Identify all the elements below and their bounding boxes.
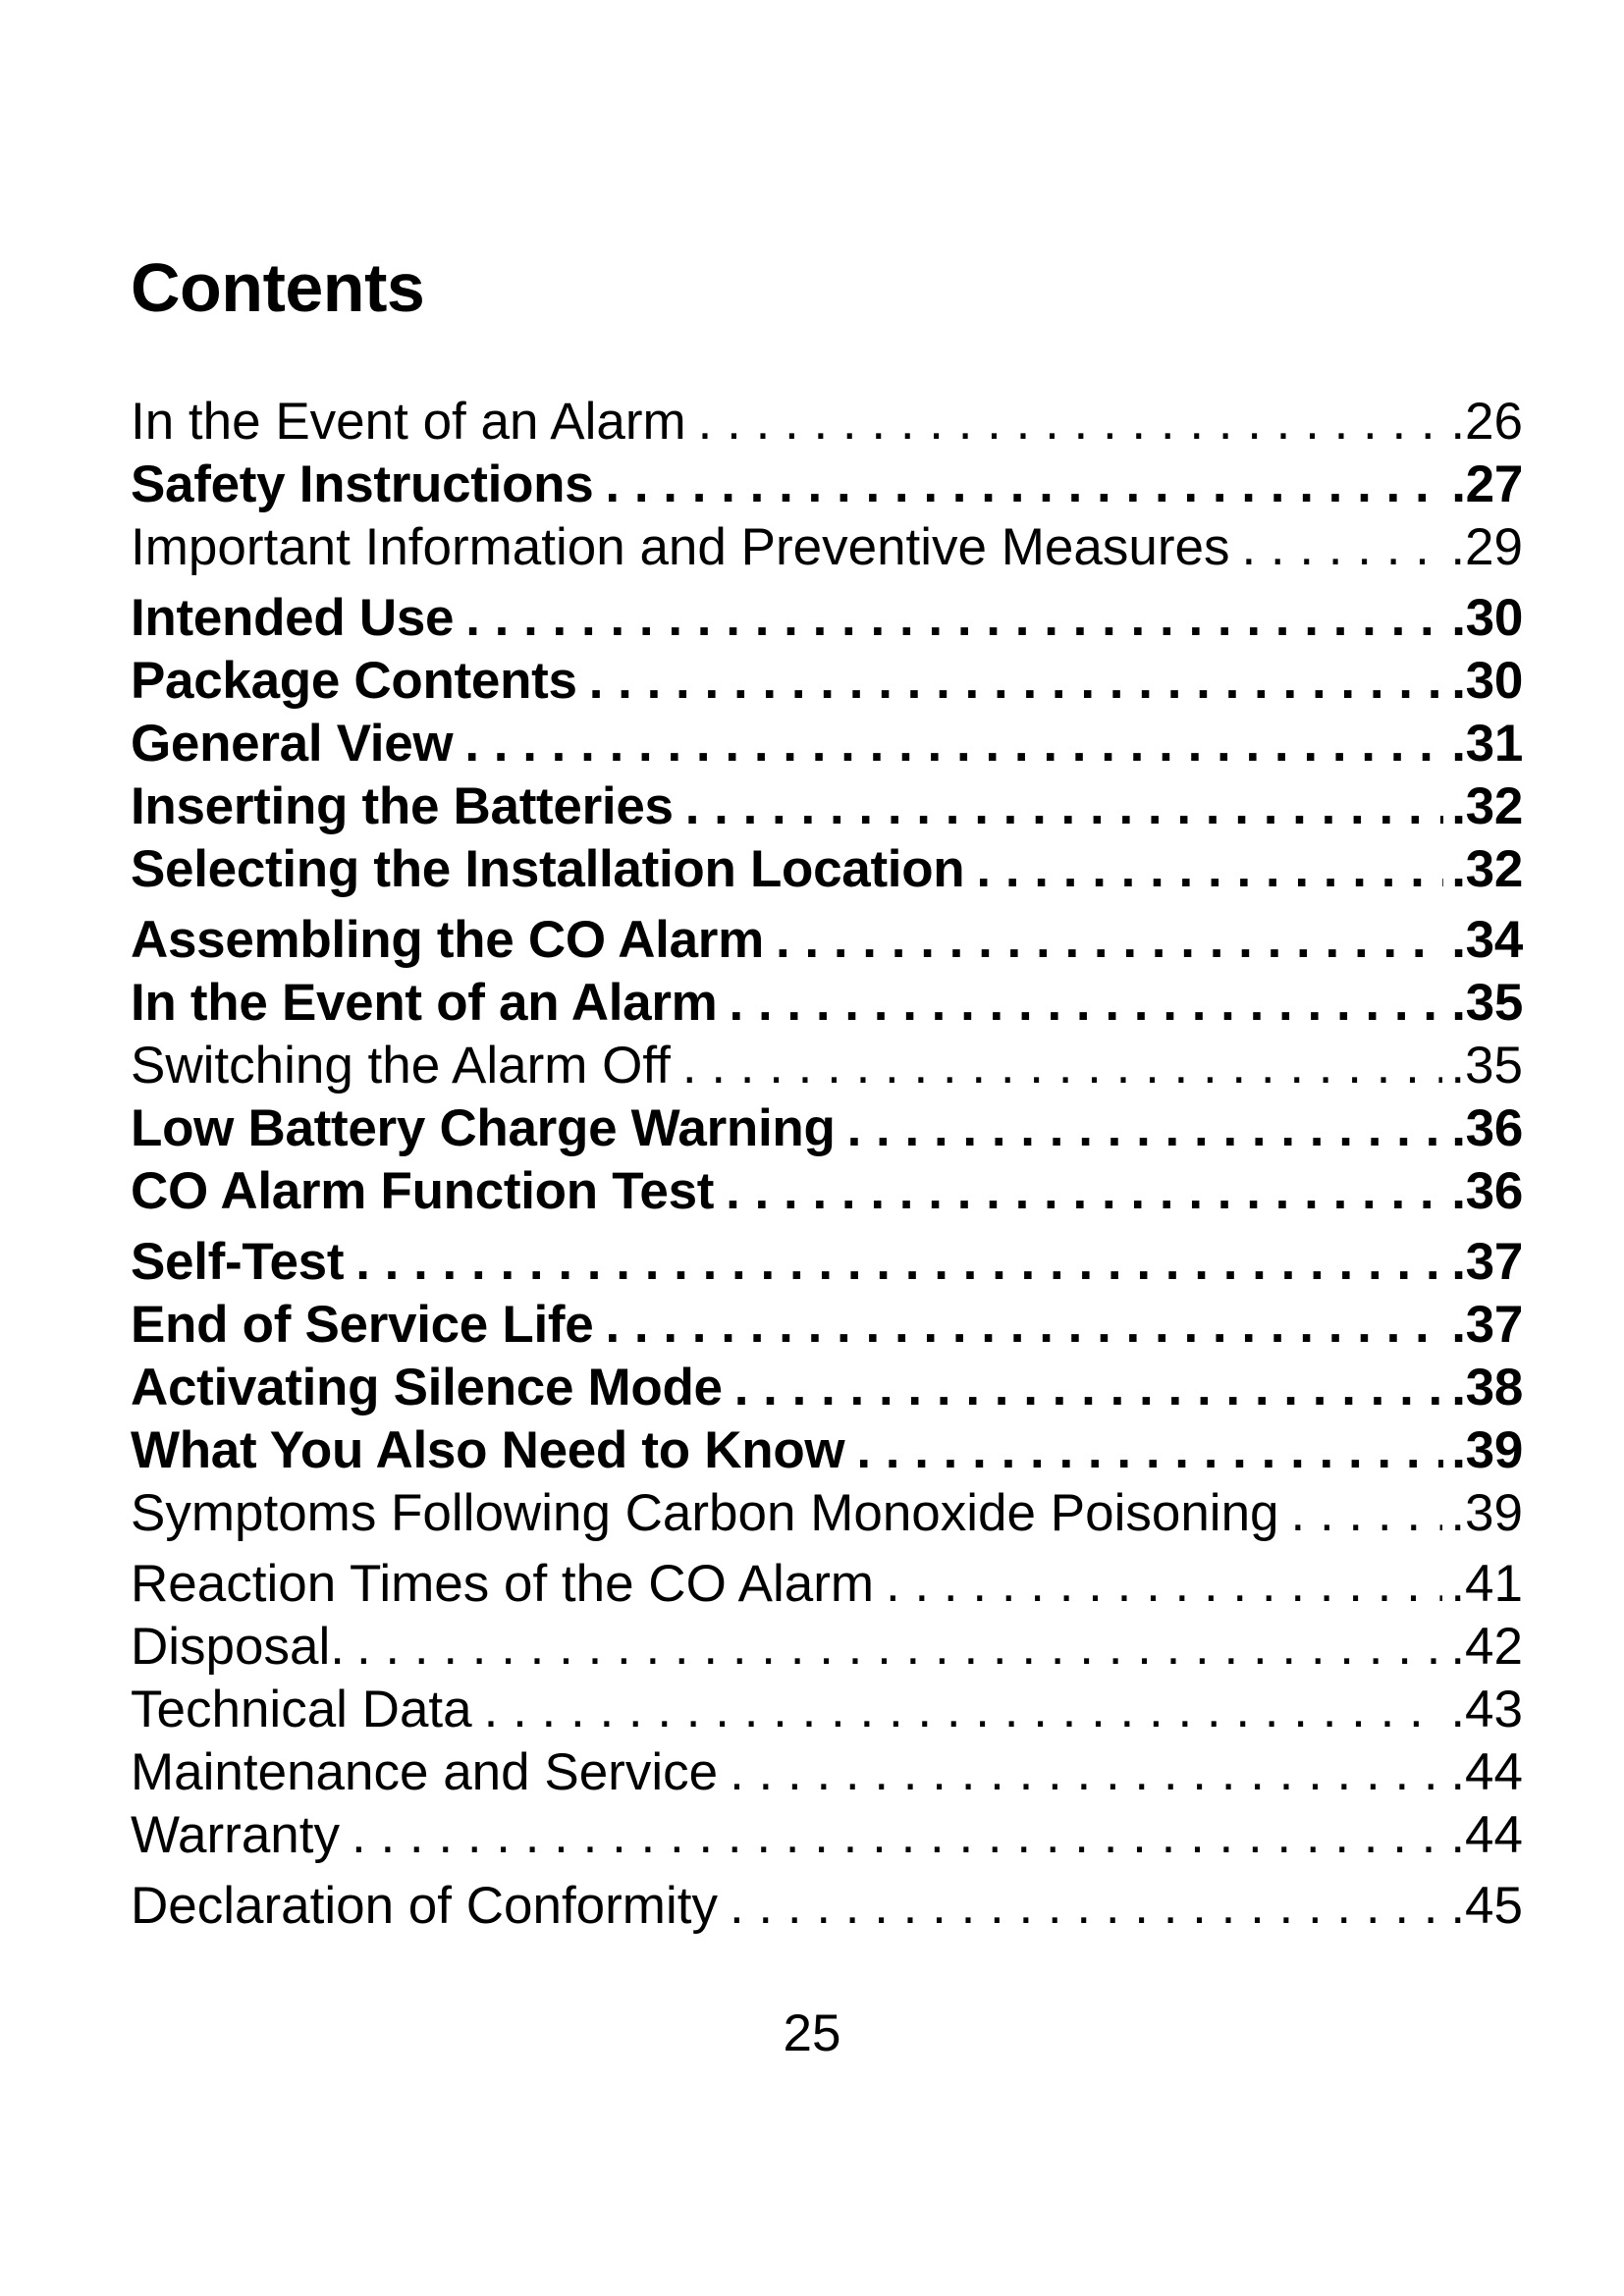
toc-dot-leader bbox=[464, 713, 1443, 775]
toc-entry-page: .34 bbox=[1451, 911, 1523, 969]
toc-entry-page: .37 bbox=[1451, 1296, 1523, 1354]
toc-entry-page: .39 bbox=[1450, 1484, 1523, 1542]
toc-entry-title: General View bbox=[131, 715, 454, 773]
toc-entry[interactable] bbox=[131, 1804, 1523, 1867]
toc-entry-page: .44 bbox=[1450, 1806, 1523, 1864]
toc-entry[interactable] bbox=[131, 1357, 1523, 1419]
toc-entry-page: .32 bbox=[1451, 840, 1523, 898]
toc-entry[interactable] bbox=[131, 1035, 1523, 1097]
toc-entry-title: End of Service Life bbox=[131, 1296, 594, 1354]
toc-entry-page: .30 bbox=[1451, 589, 1523, 647]
toc-dot-leader bbox=[605, 1294, 1443, 1357]
toc-entry-page: .42 bbox=[1450, 1618, 1523, 1676]
toc-entry[interactable] bbox=[131, 1419, 1523, 1482]
toc-entry[interactable] bbox=[131, 1545, 1523, 1616]
toc-entry-title: Switching the Alarm Off bbox=[131, 1037, 671, 1095]
toc-entry[interactable] bbox=[131, 650, 1523, 713]
toc-entry-title: CO Alarm Function Test bbox=[131, 1162, 715, 1220]
toc-entry[interactable] bbox=[131, 1160, 1523, 1223]
toc-entry[interactable] bbox=[131, 972, 1523, 1035]
toc-entry[interactable] bbox=[131, 1741, 1523, 1804]
toc-dot-leader bbox=[847, 1097, 1444, 1160]
toc-entry-page: .30 bbox=[1451, 652, 1523, 710]
toc-entry[interactable] bbox=[131, 391, 1523, 454]
toc-entry-page: .32 bbox=[1451, 777, 1523, 835]
toc-dot-leader bbox=[730, 1741, 1442, 1804]
toc-entry-page: .29 bbox=[1450, 518, 1523, 576]
toc-entry[interactable] bbox=[131, 838, 1523, 901]
toc-entry-page: .44 bbox=[1450, 1743, 1523, 1801]
toc-entry-title: Assembling the CO Alarm bbox=[131, 911, 764, 969]
toc-entry-title: Low Battery Charge Warning bbox=[131, 1099, 836, 1157]
toc-entry-title: Package Contents bbox=[131, 652, 577, 710]
toc-entry[interactable] bbox=[131, 516, 1523, 579]
toc-entry-title: Important Information and Preventive Measures bbox=[131, 518, 1230, 576]
toc-entry-title: What You Also Need to Know bbox=[131, 1421, 845, 1479]
toc-entry[interactable] bbox=[131, 1867, 1523, 1938]
toc-entry-page: .27 bbox=[1451, 455, 1523, 513]
toc-dot-leader bbox=[355, 1231, 1443, 1294]
table-of-contents bbox=[131, 391, 1535, 1938]
toc-entry-title: Symptoms Following Carbon Monoxide Poisoning bbox=[131, 1484, 1279, 1542]
toc-entry-title: Technical Data bbox=[131, 1681, 472, 1738]
toc-entry-page: .35 bbox=[1450, 1037, 1523, 1095]
toc-dot-leader bbox=[356, 1616, 1442, 1679]
toc-entry-title: Activating Silence Mode bbox=[131, 1359, 723, 1416]
toc-dot-leader bbox=[726, 1160, 1443, 1223]
toc-dot-leader bbox=[682, 1035, 1442, 1097]
toc-entry[interactable] bbox=[131, 1616, 1523, 1679]
toc-entry-title: Selecting the Installation Location bbox=[131, 840, 965, 898]
toc-entry-title: Self-Test bbox=[131, 1233, 345, 1291]
toc-entry-title: Safety Instructions bbox=[131, 455, 594, 513]
toc-entry-page: .35 bbox=[1451, 974, 1523, 1032]
toc-entry-page: .45 bbox=[1450, 1877, 1523, 1935]
toc-entry[interactable] bbox=[131, 1679, 1523, 1741]
toc-entry[interactable] bbox=[131, 1294, 1523, 1357]
toc-dot-leader bbox=[1291, 1482, 1443, 1545]
toc-entry[interactable] bbox=[131, 901, 1523, 972]
toc-entry[interactable] bbox=[131, 1482, 1523, 1545]
toc-entry-page: .43 bbox=[1450, 1681, 1523, 1738]
toc-entry-title: In the Event of an Alarm bbox=[131, 393, 686, 451]
toc-dot-leader bbox=[976, 838, 1443, 901]
toc-entry[interactable] bbox=[131, 579, 1523, 650]
toc-dot-leader bbox=[685, 775, 1444, 838]
toc-dot-leader bbox=[698, 391, 1443, 454]
toc-entry-page: .36 bbox=[1451, 1162, 1523, 1220]
toc-entry-page: .31 bbox=[1451, 715, 1523, 773]
toc-dot-leader bbox=[589, 650, 1444, 713]
toc-dot-leader bbox=[1241, 516, 1442, 579]
toc-entry-title: Disposal. bbox=[131, 1618, 345, 1676]
toc-entry-title: Intended Use bbox=[131, 589, 455, 647]
page-number: 25 bbox=[783, 2004, 841, 2062]
toc-entry-page: .38 bbox=[1451, 1359, 1523, 1416]
toc-entry[interactable] bbox=[131, 1223, 1523, 1294]
toc-dot-leader bbox=[465, 587, 1443, 650]
toc-entry[interactable] bbox=[131, 775, 1523, 838]
toc-dot-leader bbox=[856, 1419, 1443, 1482]
toc-dot-leader bbox=[730, 972, 1444, 1035]
toc-entry-title: In the Event of an Alarm bbox=[131, 974, 718, 1032]
toc-entry-title: Inserting the Batteries bbox=[131, 777, 674, 835]
toc-entry-title: Maintenance and Service bbox=[131, 1743, 719, 1801]
toc-entry-page: .39 bbox=[1451, 1421, 1523, 1479]
page-title: Contents bbox=[131, 249, 425, 326]
toc-entry-page: .41 bbox=[1450, 1555, 1523, 1613]
toc-entry-page: .36 bbox=[1451, 1099, 1523, 1157]
toc-dot-leader bbox=[886, 1553, 1442, 1616]
toc-dot-leader bbox=[730, 1875, 1442, 1938]
toc-dot-leader bbox=[605, 454, 1443, 516]
toc-entry-title: Declaration of Conformity bbox=[131, 1877, 718, 1935]
toc-dot-leader bbox=[484, 1679, 1443, 1741]
toc-entry-page: .26 bbox=[1450, 393, 1523, 451]
toc-entry-title: Warranty bbox=[131, 1806, 341, 1864]
toc-dot-leader bbox=[352, 1804, 1442, 1867]
toc-entry[interactable] bbox=[131, 1097, 1523, 1160]
toc-entry-title: Reaction Times of the CO Alarm bbox=[131, 1555, 875, 1613]
toc-entry[interactable] bbox=[131, 713, 1523, 775]
toc-entry[interactable] bbox=[131, 454, 1523, 516]
toc-dot-leader bbox=[776, 909, 1443, 972]
toc-dot-leader bbox=[734, 1357, 1443, 1419]
toc-entry-page: .37 bbox=[1451, 1233, 1523, 1291]
